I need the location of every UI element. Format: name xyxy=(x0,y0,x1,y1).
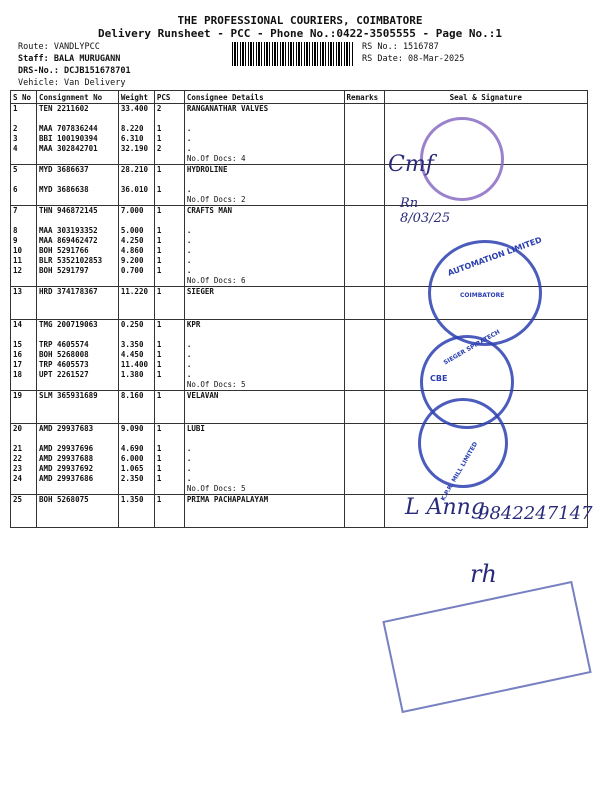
signature-lubi: rh xyxy=(470,560,497,588)
col-seal: Seal & Signature xyxy=(384,91,587,104)
kpr-stamp-text: K.P.R. MILL LIMITED xyxy=(439,440,480,503)
cell-weight: 4.690 xyxy=(118,444,154,454)
cell-consignee: CRAFTS MAN xyxy=(184,206,344,217)
cell-consignee: . xyxy=(184,464,344,474)
drs-number: DRS-No.: DCJB151678701 xyxy=(18,66,131,76)
cell-pcs: 1 xyxy=(154,495,184,506)
cell-pcs: 2 xyxy=(154,144,184,154)
cell-remarks xyxy=(344,226,384,236)
cell-remarks xyxy=(344,236,384,246)
cell-consignee: LUBI xyxy=(184,424,344,435)
cell-consignee: . xyxy=(184,124,344,134)
cell-remarks xyxy=(344,266,384,276)
cell-weight: 9.090 xyxy=(118,424,154,435)
col-pcs: PCS xyxy=(154,91,184,104)
cell-seal xyxy=(384,226,587,236)
company-title: THE PROFESSIONAL COURIERS, COIMBATORE xyxy=(177,14,423,27)
cell-sno: 16 xyxy=(11,350,37,360)
cell-weight: 6.310 xyxy=(118,134,154,144)
cell-remarks xyxy=(344,185,384,195)
cell-weight: 32.190 xyxy=(118,144,154,154)
cell-consignee: . xyxy=(184,236,344,246)
rs-date: RS Date: 08-Mar-2025 xyxy=(362,54,465,64)
cell-pcs: 1 xyxy=(154,287,184,298)
cell-consignment: AMD 29937696 xyxy=(36,444,118,454)
cell-weight: 36.010 xyxy=(118,185,154,195)
cell-weight: 6.000 xyxy=(118,454,154,464)
cell-consignment: HRD 374178367 xyxy=(36,287,118,298)
cell-pcs: 1 xyxy=(154,236,184,246)
barcode-image xyxy=(232,42,354,66)
cell-weight: 4.860 xyxy=(118,246,154,256)
cell-pcs: 1 xyxy=(154,134,184,144)
col-remarks: Remarks xyxy=(344,91,384,104)
cell-weight: 8.160 xyxy=(118,391,154,402)
cell-pcs: 1 xyxy=(154,454,184,464)
cell-remarks xyxy=(344,444,384,454)
cell-sno: 8 xyxy=(11,226,37,236)
cell-sno: 23 xyxy=(11,464,37,474)
cell-weight: 9.200 xyxy=(118,256,154,266)
cell-pcs: 1 xyxy=(154,256,184,266)
cell-sno: 9 xyxy=(11,236,37,246)
cell-weight: 33.400 xyxy=(118,104,154,115)
cell-consignee: . xyxy=(184,360,344,370)
cell-pcs: 1 xyxy=(154,165,184,176)
cell-weight: 4.450 xyxy=(118,350,154,360)
cell-pcs: 1 xyxy=(154,464,184,474)
cell-weight: 11.220 xyxy=(118,287,154,298)
cell-remarks xyxy=(344,134,384,144)
cell-remarks xyxy=(344,350,384,360)
docs-count: No.Of Docs: 5 xyxy=(184,484,344,495)
cell-remarks xyxy=(344,474,384,484)
cell-consignment: TRP 4605573 xyxy=(36,360,118,370)
cell-pcs: 1 xyxy=(154,124,184,134)
cell-consignee: RANGANATHAR VALVES xyxy=(184,104,344,115)
cell-consignment: BOH 5268075 xyxy=(36,495,118,506)
cell-consignee: . xyxy=(184,444,344,454)
docs-count: No.Of Docs: 5 xyxy=(184,380,344,391)
cell-remarks xyxy=(344,287,384,298)
cell-consignment: BLR 5352102853 xyxy=(36,256,118,266)
cell-consignment: THN 946872145 xyxy=(36,206,118,217)
cell-consignee: . xyxy=(184,370,344,380)
cell-consignment: SLM 365931689 xyxy=(36,391,118,402)
cell-weight: 7.000 xyxy=(118,206,154,217)
table-header-row xyxy=(11,91,588,104)
table-row xyxy=(11,206,588,217)
prima-rect-stamp xyxy=(382,581,591,713)
cell-remarks xyxy=(344,340,384,350)
signature-2: Rn 8/03/25 xyxy=(400,196,451,226)
cell-consignment: BBI 100190394 xyxy=(36,134,118,144)
cell-sno: 15 xyxy=(11,340,37,350)
cell-consignment: MYD 3686637 xyxy=(36,165,118,176)
docs-count: No.Of Docs: 2 xyxy=(184,195,344,206)
coimbatore-stamp-text: COIMBATORE xyxy=(460,292,505,299)
cell-remarks xyxy=(344,454,384,464)
route-label: Route: VANDLYPCC xyxy=(18,42,100,52)
cell-consignment: AMD 29937688 xyxy=(36,454,118,464)
cell-weight: 0.700 xyxy=(118,266,154,276)
cell-consignment: BOH 5268008 xyxy=(36,350,118,360)
cell-consignee: . xyxy=(184,454,344,464)
cell-sno: 25 xyxy=(11,495,37,506)
cell-weight: 1.065 xyxy=(118,464,154,474)
cell-weight: 11.400 xyxy=(118,360,154,370)
cell-sno: 24 xyxy=(11,474,37,484)
cell-consignment: MAA 302842701 xyxy=(36,144,118,154)
cell-sno: 14 xyxy=(11,320,37,331)
cell-consignment: BOH 5291797 xyxy=(36,266,118,276)
vehicle-label: Vehicle: Van Delivery xyxy=(18,78,126,88)
cell-sno: 4 xyxy=(11,144,37,154)
kpr-stamp xyxy=(418,398,508,488)
rs-number: RS No.: 1516787 xyxy=(362,42,439,52)
cell-pcs: 1 xyxy=(154,391,184,402)
cell-sno: 13 xyxy=(11,287,37,298)
cell-sno: 19 xyxy=(11,391,37,402)
signature-1: Cmf xyxy=(388,152,434,177)
cell-sno: 1 xyxy=(11,104,37,115)
cell-remarks xyxy=(344,104,384,115)
cell-sno: 22 xyxy=(11,454,37,464)
col-weight: Weight xyxy=(118,91,154,104)
cell-weight: 1.380 xyxy=(118,370,154,380)
cell-consignee: . xyxy=(184,340,344,350)
cell-pcs: 1 xyxy=(154,226,184,236)
cell-pcs: 1 xyxy=(154,206,184,217)
cell-pcs: 1 xyxy=(154,266,184,276)
cell-consignee: . xyxy=(184,474,344,484)
cell-pcs: 1 xyxy=(154,360,184,370)
cell-consignment: MAA 707836244 xyxy=(36,124,118,134)
cell-consignee: . xyxy=(184,185,344,195)
col-consignee: Consignee Details xyxy=(184,91,344,104)
cell-consignee: . xyxy=(184,350,344,360)
cell-consignee: PRIMA PACHAPALAYAM xyxy=(184,495,344,506)
cell-consignment: TRP 4605574 xyxy=(36,340,118,350)
cell-remarks xyxy=(344,256,384,266)
cell-pcs: 1 xyxy=(154,340,184,350)
cell-consignment: MAA 303193352 xyxy=(36,226,118,236)
cell-weight: 4.250 xyxy=(118,236,154,246)
cell-consignee: . xyxy=(184,266,344,276)
table-row xyxy=(11,124,588,134)
cell-pcs: 1 xyxy=(154,320,184,331)
cell-pcs: 1 xyxy=(154,474,184,484)
cell-consignment: MAA 869462472 xyxy=(36,236,118,246)
cell-remarks xyxy=(344,464,384,474)
cell-sno: 5 xyxy=(11,165,37,176)
cell-remarks xyxy=(344,495,384,506)
cell-sno: 3 xyxy=(11,134,37,144)
table-row xyxy=(11,104,588,115)
cell-weight: 5.000 xyxy=(118,226,154,236)
table-row xyxy=(11,185,588,195)
automation-stamp-text: AUTOMATION LIMITED xyxy=(446,235,544,278)
cell-sno: 7 xyxy=(11,206,37,217)
cell-remarks xyxy=(344,124,384,134)
cell-consignee: KPR xyxy=(184,320,344,331)
cell-pcs: 1 xyxy=(154,370,184,380)
sieger-stamp-cbe: CBE xyxy=(430,374,448,383)
cell-sno: 6 xyxy=(11,185,37,195)
cell-remarks xyxy=(344,391,384,402)
cell-sno: 11 xyxy=(11,256,37,266)
cell-pcs: 1 xyxy=(154,350,184,360)
cell-remarks xyxy=(344,320,384,331)
cell-weight: 8.220 xyxy=(118,124,154,134)
cell-weight: 0.250 xyxy=(118,320,154,331)
cell-remarks xyxy=(344,144,384,154)
cell-weight: 2.350 xyxy=(118,474,154,484)
col-consignment: Consignment No xyxy=(36,91,118,104)
cell-pcs: 1 xyxy=(154,444,184,454)
cell-consignment: UPT 2261527 xyxy=(36,370,118,380)
cell-sno: 17 xyxy=(11,360,37,370)
cell-sno: 20 xyxy=(11,424,37,435)
cell-consignee: . xyxy=(184,256,344,266)
col-sno: S No xyxy=(11,91,37,104)
cell-consignment: BOH 5291766 xyxy=(36,246,118,256)
cell-seal xyxy=(384,104,587,115)
docs-count: No.Of Docs: 6 xyxy=(184,276,344,287)
cell-consignee: . xyxy=(184,134,344,144)
cell-consignment: MYD 3686638 xyxy=(36,185,118,195)
cell-weight: 28.210 xyxy=(118,165,154,176)
cell-pcs: 1 xyxy=(154,246,184,256)
cell-consignment: TEN 2211602 xyxy=(36,104,118,115)
cell-remarks xyxy=(344,424,384,435)
cell-remarks xyxy=(344,360,384,370)
cell-sno: 21 xyxy=(11,444,37,454)
cell-consignee: . xyxy=(184,226,344,236)
staff-label: Staff: BALA MURUGANN xyxy=(18,54,121,64)
cell-sno: 12 xyxy=(11,266,37,276)
cell-consignee: VELAVAN xyxy=(184,391,344,402)
cell-pcs: 1 xyxy=(154,424,184,435)
signature-velavan: L Anng xyxy=(405,495,485,520)
cell-sno: 10 xyxy=(11,246,37,256)
cell-consignment: AMD 29937692 xyxy=(36,464,118,474)
table-row xyxy=(11,474,588,484)
signature-phone: 9842247147 xyxy=(478,503,593,524)
cell-consignee: HYDROLINE xyxy=(184,165,344,176)
docs-count: No.Of Docs: 4 xyxy=(184,154,344,165)
runsheet-subtitle: Delivery Runsheet - PCC - Phone No.:0422-3505555 - Page No.:1 xyxy=(98,27,502,40)
cell-remarks xyxy=(344,165,384,176)
cell-sno: 2 xyxy=(11,124,37,134)
cell-remarks xyxy=(344,370,384,380)
cell-weight: 3.350 xyxy=(118,340,154,350)
cell-consignee: . xyxy=(184,144,344,154)
cell-consignment: TMG 200719063 xyxy=(36,320,118,331)
table-row xyxy=(11,226,588,236)
cell-sno: 18 xyxy=(11,370,37,380)
cell-consignee: . xyxy=(184,246,344,256)
cell-remarks xyxy=(344,206,384,217)
cell-weight: 1.350 xyxy=(118,495,154,506)
cell-pcs: 1 xyxy=(154,185,184,195)
cell-pcs: 2 xyxy=(154,104,184,115)
cell-consignment: AMD 29937686 xyxy=(36,474,118,484)
cell-remarks xyxy=(344,246,384,256)
cell-consignment: AMD 29937683 xyxy=(36,424,118,435)
cell-consignee: SIEGER xyxy=(184,287,344,298)
sieger-stamp-text: SIEGER SPIRATECH xyxy=(442,328,502,367)
